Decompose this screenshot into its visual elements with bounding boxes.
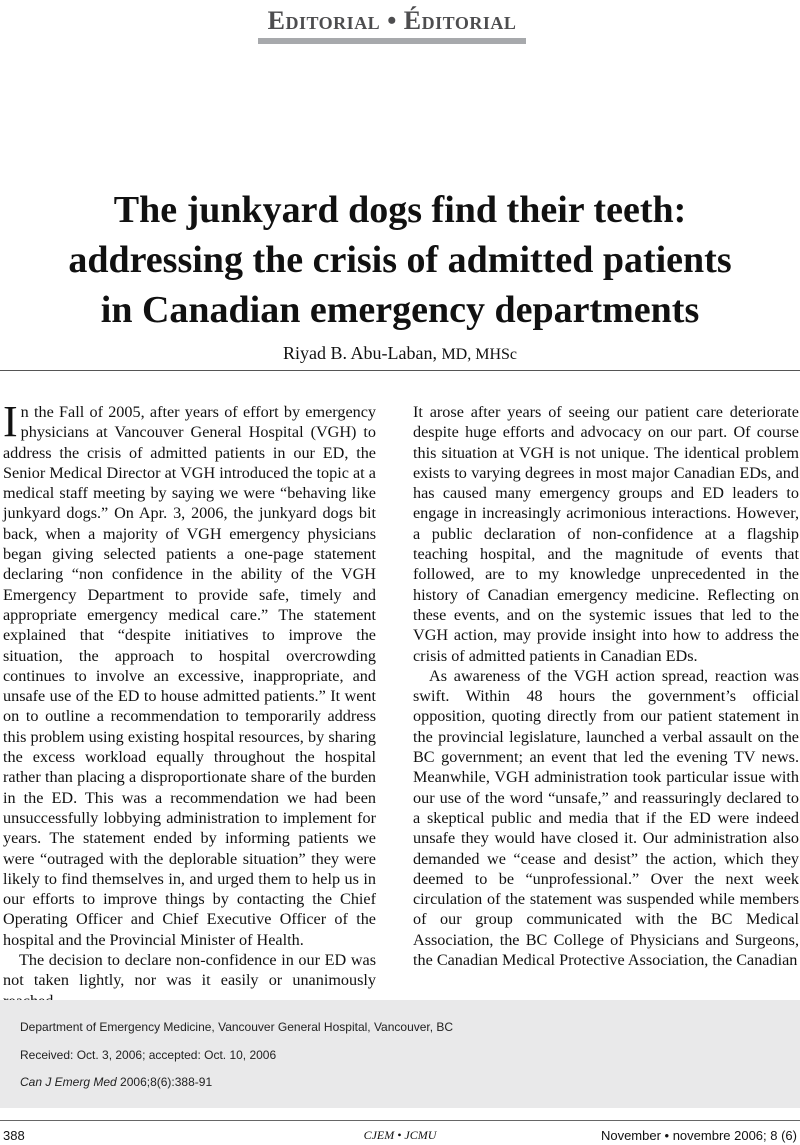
body-paragraph: As awareness of the VGH action spread, reaction was swift. Within 48 hours the government’s official opposition, quoting directly from our patient statement in the provincial legislature, launched a verbal assault on the BC government; an event that led the evening TV news. Meanwhile, VGH administration took particular issue with our use of the word “unsafe,” and reassuringly declared to a skeptical public and media that if the ED were indeed unsafe they would have closed it. Our administration also demanded we “cease and desist” the action, which they deemed to be “unprofessional.” Over the next week circulation of the statement was suspended while members of our group communicated with the BC Medical Association, the BC College of Physicians and Surgeons, the Canadian Medical Protective Association, the Canadian [413, 666, 799, 970]
drop-cap: I [3, 397, 18, 446]
citation-note [20, 1075, 212, 1089]
title-divider [0, 370, 800, 371]
body-paragraph: It arose after years of seeing our patient care deteriorate despite huge efforts and advocacy on our part. Of course this situation at VGH is not unique. The identical problem exists to varying degrees in most major Canadian EDs, and has caused many emergency groups and ED leaders to engage in increasingly acrimonious interactions. However, a public declaration of non-confidence at a flagship teaching hospital, and the magnitude of events that followed, are to my knowledge unprecedented in the history of Canadian emergency medicine. Reflecting on these events, and on the systemic issues that led to the VGH action, may provide insight into how to address the crisis of admitted patients in Canadian EDs. [413, 403, 799, 665]
body-paragraph [3, 397, 376, 950]
journal-abbrev: Can J Emerg Med [20, 1075, 117, 1089]
title-line: in Canadian emergency departments [100, 289, 700, 331]
title-line: The junkyard dogs find their teeth: [113, 189, 687, 231]
page-number: 388 [3, 1128, 25, 1143]
section-header [258, 2, 526, 52]
author-credentials: MD, MHSc [441, 346, 518, 363]
article-title [40, 185, 760, 335]
title-line: addressing the crisis of admitted patients [68, 239, 732, 281]
journal-name: CJEM • JCMU [363, 1128, 437, 1142]
right-column [413, 402, 799, 970]
body-paragraph: The decision to declare non-confidence in our ED was not taken lightly, nor was it easily or unanimously [3, 951, 376, 990]
author-line [0, 343, 800, 364]
affiliation-note: Department of Emergency Medicine, Vancouver General Hospital, Vancouver, BC [20, 1020, 454, 1034]
left-column [3, 397, 376, 1011]
section-label: Editorial • Éditorial [267, 6, 517, 35]
received-note: Received: Oct. 3, 2006; accepted: Oct. 10, 2006 [20, 1048, 277, 1062]
author-name: Riyad B. Abu-Laban, [282, 343, 437, 363]
footer-divider [0, 1120, 800, 1121]
issue-info: November • novembre 2006; 8 (6) [600, 1128, 797, 1143]
paragraph-text: n the Fall of 2005, after years of effort by emergency physicians at Vancouver General Hospital (VGH) to address the crisis of admitted patients in our ED, the Senior Medical Director at VGH introduced the topic at a medical staff meeting by saying we were “behaving like junkyard dogs.” On Apr. 3, 2006, the junkyard dogs bit back, when a majority of VGH emergency physicians began giving selected patients a one-page statement declaring “non confidence in the ability of the VGH Emergency Department to provide safe, timely and appropriate emergency medical care.” The statement explained that “despite initiatives to improve the situation, the approach to hospital overcrowding continues to involve an excessive, inappropriate, and unsafe use of the ED to house admitted patients.” It went on to outline a recommendation to temporarily address this problem using existing hospital resources, by sharing the excess workload equally throughout the hospital rather than placing a disproportionate share of the burden in the ED. This was a recommendation we had been unsuccessfully lobbying administration to implement for years. The statement ended by informing patients we were “outraged with the deplorable situation” they were likely to find themselves in, and urged them to help us in our efforts to improve things by contacting the Chief Operating Officer and Chief Executive Officer of the hospital and the Provincial Minister of Health. [3, 403, 376, 949]
citation: 2006;8(6):388-91 [120, 1075, 213, 1089]
